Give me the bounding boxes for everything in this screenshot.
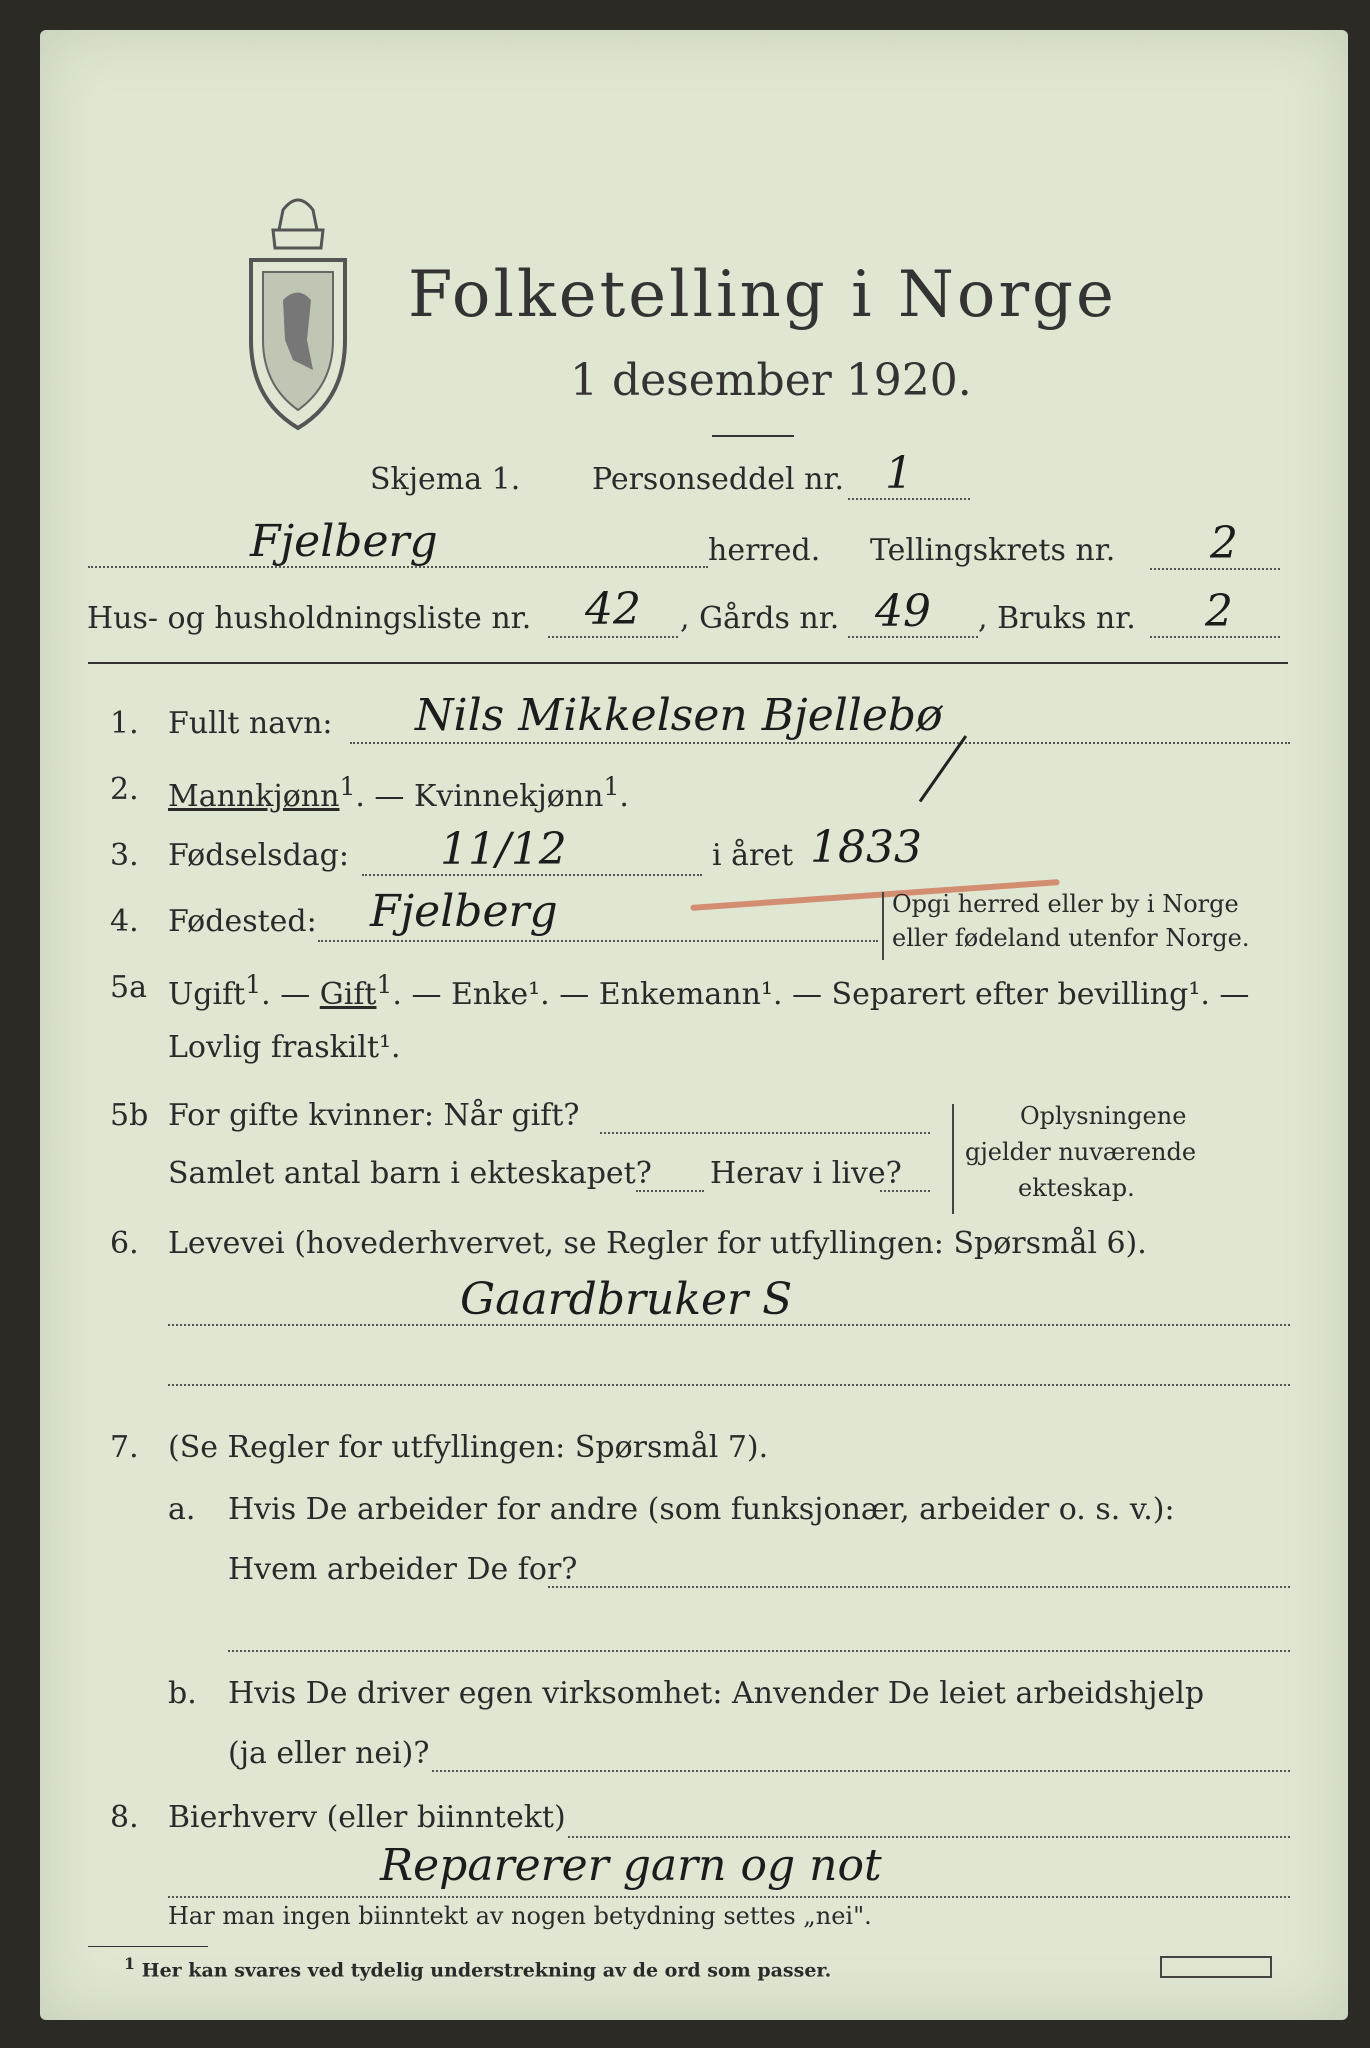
personseddel-label: Personseddel nr. bbox=[592, 462, 845, 497]
q8-note: Har man ingen biinntekt av nogen betydning settes „nei". bbox=[168, 1902, 872, 1930]
q7a-question: Hvem arbeider De for? bbox=[228, 1552, 578, 1587]
female-option: Kvinnekjønn bbox=[413, 779, 604, 814]
ugift-option: Ugift bbox=[168, 977, 246, 1012]
q6-label: Levevei (hovederhvervet, se Regler for utfyllingen: Spørsmål 6). bbox=[168, 1226, 1147, 1261]
birth-year-value: 1833 bbox=[810, 822, 922, 873]
q7a-text: Hvis De arbeider for andre (som funksjonær, arbeider o. s. v.): bbox=[228, 1492, 1175, 1527]
bruks-value: 2 bbox=[1205, 586, 1233, 637]
q5a-options: Ugift$^1$. — Gift$^1$. — Enke¹. — Enkemann¹. — Separert efter bevilling¹. — bbox=[168, 970, 1250, 1012]
q5b-alive-label: Herav i live? bbox=[710, 1156, 902, 1191]
q8-label: Bierhverv (eller biinntekt) bbox=[168, 1800, 566, 1835]
q5b-note-3: ekteskap. bbox=[1018, 1174, 1135, 1202]
tellingskrets-value: 2 bbox=[1210, 518, 1238, 569]
q1-label: Fullt navn: bbox=[168, 706, 333, 741]
q5b-children-label: Samlet antal barn i ekteskapet? bbox=[168, 1156, 652, 1191]
printer-stamp bbox=[1160, 1956, 1272, 1978]
census-date: 1 desember 1920. bbox=[570, 355, 972, 406]
q7-label: (Se Regler for utfyllingen: Spørsmål 7). bbox=[168, 1430, 769, 1465]
q6-number: 6. bbox=[110, 1226, 139, 1261]
occupation-value: Gaardbruker S bbox=[460, 1274, 793, 1325]
full-name-value: Nils Mikkelsen Bjellebø bbox=[415, 690, 943, 741]
personseddel-value: 1 bbox=[885, 448, 913, 499]
herred-value: Fjelberg bbox=[250, 516, 438, 567]
q1-number: 1. bbox=[110, 706, 139, 741]
q8-number: 8. bbox=[110, 1800, 139, 1835]
gift-option: Gift bbox=[319, 977, 377, 1012]
bruks-label: , Bruks nr. bbox=[978, 601, 1136, 636]
secondary-income-value: Reparerer garn og not bbox=[380, 1840, 882, 1891]
census-form-sheet bbox=[40, 30, 1348, 2020]
year-label: i året bbox=[712, 838, 794, 873]
q7b-number: b. bbox=[168, 1676, 197, 1711]
q2-sex-options: Mannkjønn$^1$. — Kvinnekjønn$^1$. bbox=[168, 772, 629, 814]
gards-label: , Gårds nr. bbox=[680, 601, 840, 636]
q4-label: Fødested: bbox=[168, 904, 317, 939]
norwegian-coat-of-arms-icon bbox=[243, 190, 353, 435]
q3-label: Fødselsdag: bbox=[168, 838, 349, 873]
q7-number: 7. bbox=[110, 1430, 139, 1465]
q5b-note-2: gjelder nuværende bbox=[965, 1138, 1197, 1166]
birthday-value: 11/12 bbox=[440, 824, 567, 875]
form-title: Folketelling i Norge bbox=[408, 258, 1117, 332]
q4-note-1: Opgi herred eller by i Norge bbox=[892, 890, 1239, 918]
q4-note-2: eller fødeland utenfor Norge. bbox=[892, 924, 1250, 952]
birthplace-value: Fjelberg bbox=[370, 886, 558, 937]
husliste-value: 42 bbox=[585, 584, 641, 635]
q7b-text: Hvis De driver egen virksomhet: Anvender De leiet arbeidshjelp bbox=[228, 1676, 1205, 1711]
footnote: $^1$ Her kan svares ved tydelig understrekning av de ord som passer. bbox=[124, 1954, 832, 1982]
q7a-number: a. bbox=[168, 1492, 196, 1527]
q5b-note-1: Oplysningene bbox=[1020, 1102, 1187, 1130]
herred-label: herred. bbox=[708, 533, 821, 568]
tellingskrets-label: Tellingskrets nr. bbox=[870, 533, 1116, 568]
schema-label: Skjema 1. bbox=[370, 462, 521, 497]
q5a-line2: Lovlig fraskilt¹. bbox=[168, 1030, 401, 1065]
q2-number: 2. bbox=[110, 772, 139, 807]
gards-value: 49 bbox=[875, 586, 931, 637]
q4-number: 4. bbox=[110, 904, 139, 939]
q3-number: 3. bbox=[110, 838, 139, 873]
q7b-question: (ja eller nei)? bbox=[228, 1736, 430, 1771]
male-option: Mannkjønn bbox=[168, 779, 340, 814]
q5b-when-married-label: For gifte kvinner: Når gift? bbox=[168, 1098, 580, 1133]
q5a-number: 5a bbox=[110, 970, 147, 1005]
q5b-number: 5b bbox=[110, 1098, 149, 1133]
husliste-label: Hus- og husholdningsliste nr. bbox=[87, 601, 532, 636]
